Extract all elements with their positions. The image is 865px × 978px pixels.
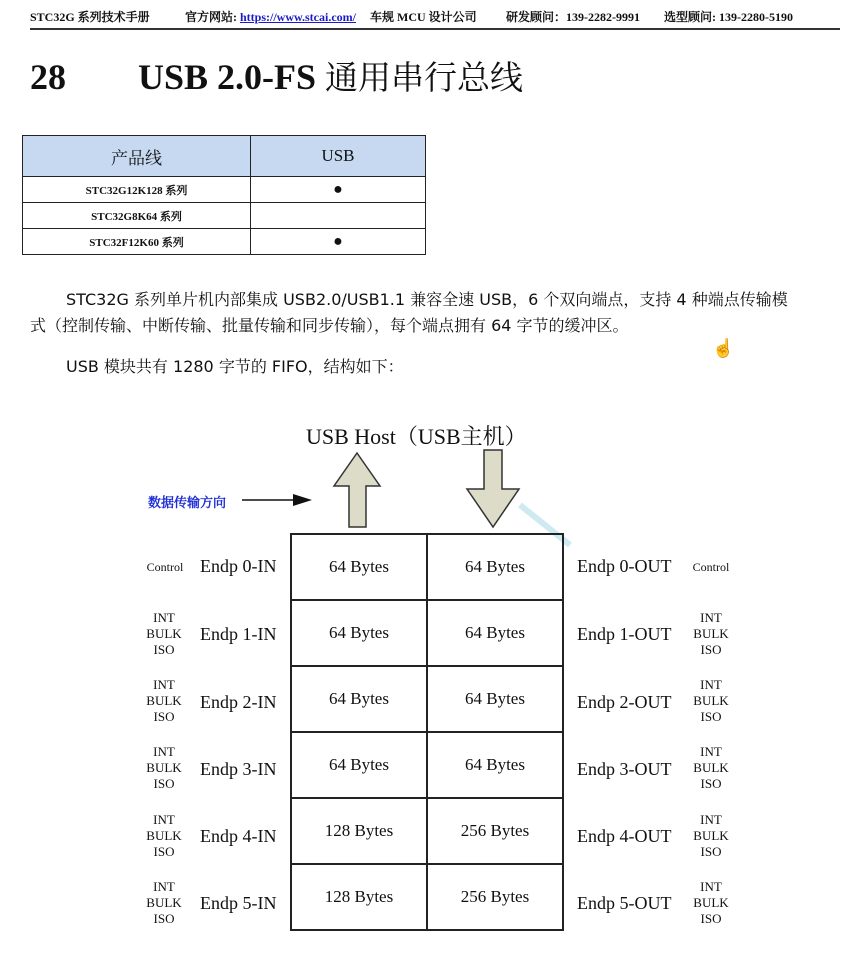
out-buffer-size: 256 Bytes (427, 864, 563, 930)
product-name: STC32F12K60 系列 (23, 229, 251, 255)
out-type-label: Control (692, 560, 730, 574)
out-endpoint-label: Endp 1-OUT (577, 624, 672, 644)
out-buffer-size: 256 Bytes (427, 798, 563, 864)
out-type-label: INT BULK ISO (693, 812, 729, 859)
in-type-label: INT BULK ISO (146, 677, 182, 724)
product-name: STC32G8K64 系列 (23, 203, 251, 229)
out-type-label: INT BULK ISO (693, 610, 729, 657)
out-type-label: INT BULK ISO (693, 677, 729, 724)
in-type-label: INT BULK ISO (146, 744, 182, 791)
out-endpoint-label: Endp 4-OUT (577, 826, 672, 846)
out-buffer-size: 64 Bytes (427, 534, 563, 600)
hand-cursor-icon: ☝ (712, 338, 735, 358)
out-buffer-size: 64 Bytes (427, 600, 563, 666)
manual-title: STC32G 系列技术手册 (30, 10, 150, 24)
in-type-label: Control (146, 560, 184, 574)
out-buffer-size: 64 Bytes (427, 732, 563, 798)
fifo-row (291, 732, 563, 798)
in-type-label: INT BULK ISO (146, 610, 182, 657)
in-endpoint-label: Endp 0-IN (200, 556, 277, 576)
fifo-row (291, 600, 563, 666)
fifo-paragraph: USB 模块共有 1280 字节的 FIFO，结构如下： (66, 357, 404, 376)
direction-arrow-icon (293, 494, 312, 506)
in-type-label: INT BULK ISO (146, 879, 182, 926)
fifo-row (291, 798, 563, 864)
paragraph-line: STC32G 系列单片机内部集成 USB2.0/USB1.1 兼容全速 USB，6 个双向端点，支持 4 种端点传输模 (66, 290, 788, 309)
out-type-label: INT BULK ISO (693, 879, 729, 926)
in-endpoint-label: Endp 1-IN (200, 624, 277, 644)
paragraph-line: 式（控制传输、中断传输、批量传输和同步传输），每个端点拥有 64 字节的缓冲区。 (30, 316, 629, 335)
in-buffer-size: 128 Bytes (291, 798, 427, 864)
usb-host-label: USB Host（USB主机） (306, 424, 527, 449)
out-buffer-size: 64 Bytes (427, 666, 563, 732)
in-endpoint-label: Endp 4-IN (200, 826, 277, 846)
usb-support-dot: ● (251, 229, 426, 255)
in-endpoint-label: Endp 5-IN (200, 893, 277, 913)
out-type-label: INT BULK ISO (693, 744, 729, 791)
fifo-row (291, 666, 563, 732)
up-arrow-icon (334, 453, 380, 527)
in-endpoint-label: Endp 2-IN (200, 692, 277, 712)
in-buffer-size: 128 Bytes (291, 864, 427, 930)
out-endpoint-label: Endp 2-OUT (577, 692, 672, 712)
in-buffer-size: 64 Bytes (291, 600, 427, 666)
out-endpoint-label: Endp 5-OUT (577, 893, 672, 913)
fifo-table (290, 533, 564, 931)
title-en: USB 2.0-FS (138, 57, 326, 97)
header-product-line: 产品线 (23, 136, 251, 177)
header-usb: USB (251, 136, 426, 177)
in-endpoint-label: Endp 3-IN (200, 759, 277, 779)
fifo-row (291, 864, 563, 930)
in-buffer-size: 64 Bytes (291, 534, 427, 600)
rd-consultant: 研发顾问：139-2282-9991 (506, 10, 640, 24)
selection-consultant: 选型顾问: 139-2280-5190 (664, 10, 793, 24)
in-buffer-size: 64 Bytes (291, 666, 427, 732)
title-cn: 通用串行总线 (325, 58, 524, 97)
out-endpoint-label: Endp 0-OUT (577, 556, 672, 576)
out-endpoint-label: Endp 3-OUT (577, 759, 672, 779)
in-type-label: INT BULK ISO (146, 812, 182, 859)
fifo-row (291, 534, 563, 600)
site-link[interactable]: https://www.stcai.com/ (240, 10, 356, 24)
section-number: 28 (30, 57, 66, 97)
down-arrow-icon (467, 450, 519, 527)
site-label: 官方网站: (185, 10, 240, 24)
direction-label: 数据传输方向 (148, 496, 227, 511)
company: 车规 MCU 设计公司 (370, 10, 477, 24)
in-buffer-size: 64 Bytes (291, 732, 427, 798)
product-name: STC32G12K128 系列 (23, 177, 251, 203)
usb-support-dot: ● (251, 177, 426, 203)
